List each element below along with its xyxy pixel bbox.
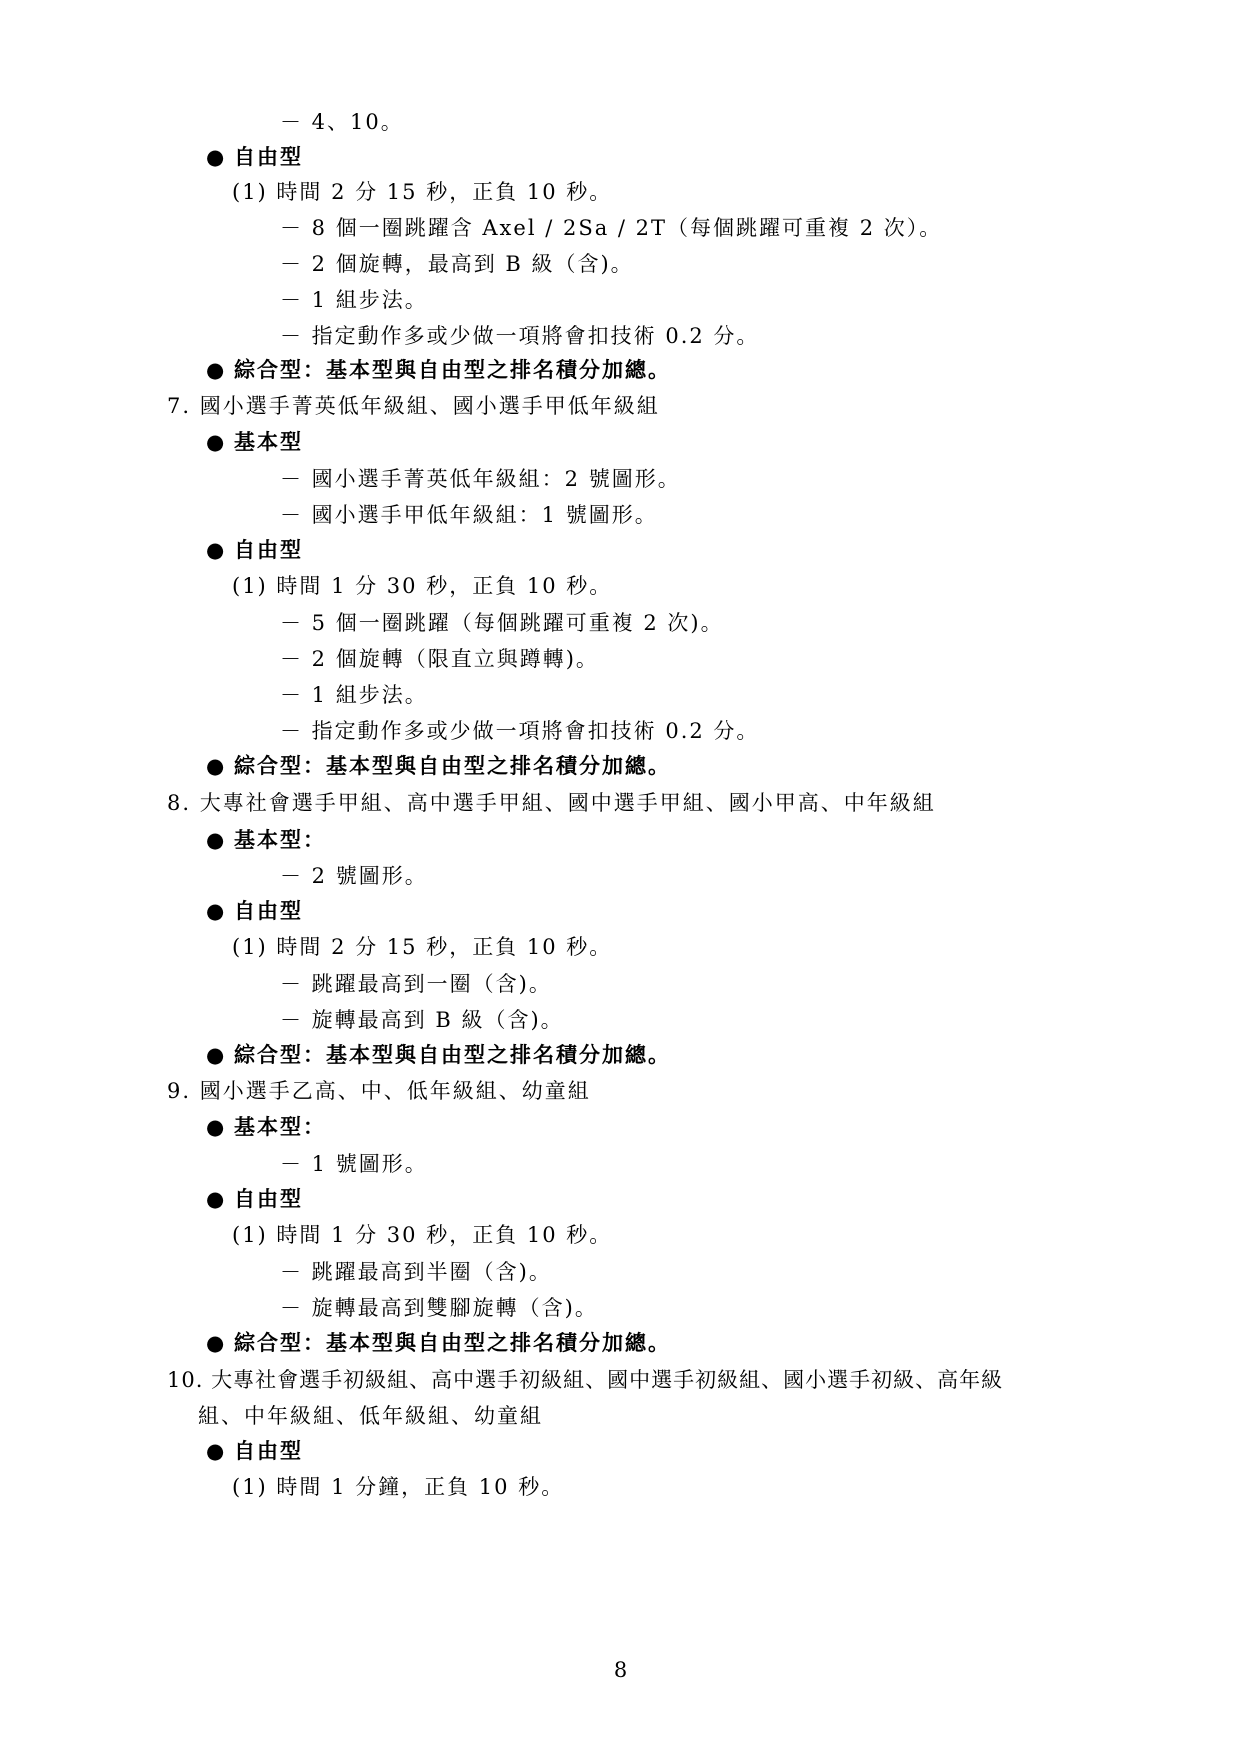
line: (1) 時間 1 分鐘，正負 10 秒。 xyxy=(232,1475,565,1499)
line: － 2 號圖形。 xyxy=(280,864,428,888)
line: (1) 時間 1 分 30 秒，正負 10 秒。 xyxy=(232,574,613,598)
line: － 跳躍最高到半圈（含)。 xyxy=(280,1260,552,1284)
line: (1) 時間 2 分 15 秒，正負 10 秒。 xyxy=(232,935,613,959)
bullet-heading: ● 基本型： xyxy=(206,1113,326,1141)
bullet-heading: ● 自由型 xyxy=(206,143,303,171)
line: － 國小選手菁英低年級組：2 號圖形。 xyxy=(280,467,681,491)
line: － 5 個一圈跳躍（每個跳躍可重複 2 次)。 xyxy=(280,611,724,635)
section-heading: 8. 大專社會選手甲組、高中選手甲組、國中選手甲組、國小甲高、中年級組 xyxy=(167,791,936,815)
bullet-heading: ● 自由型 xyxy=(206,1185,303,1213)
bullet-heading: ● 自由型 xyxy=(206,536,303,564)
line: (1) 時間 1 分 30 秒，正負 10 秒。 xyxy=(232,1223,613,1247)
line: － 8 個一圈跳躍含 Axel / 2Sa / 2T（每個跳躍可重複 2 次）。 xyxy=(280,216,943,240)
line: － 指定動作多或少做一項將會扣技術 0.2 分。 xyxy=(280,324,760,348)
line: － 1 組步法。 xyxy=(280,683,428,707)
line: － 4、10。 xyxy=(280,110,404,134)
bullet-heading: ● 基本型 xyxy=(206,428,303,456)
line: － 旋轉最高到雙腳旋轉（含)。 xyxy=(280,1296,598,1320)
bullet-heading: ● 自由型 xyxy=(206,897,303,925)
line: － 2 個旋轉，最高到 B 級（含)。 xyxy=(280,252,634,276)
line: － 1 組步法。 xyxy=(280,288,428,312)
bullet-heading: ● 自由型 xyxy=(206,1437,303,1465)
line: － 2 個旋轉（限直立與蹲轉)。 xyxy=(280,647,599,671)
bullet-heading: ● 綜合型：基本型與自由型之排名積分加總。 xyxy=(206,1329,671,1357)
section-heading: 10. 大專社會選手初級組、高中選手初級組、國中選手初級組、國小選手初級、高年級 xyxy=(167,1368,1004,1392)
line: － 1 號圖形。 xyxy=(280,1152,428,1176)
section-heading-continued: 組、中年級組、低年級組、幼童組 xyxy=(198,1404,543,1428)
line: － 指定動作多或少做一項將會扣技術 0.2 分。 xyxy=(280,719,760,743)
bullet-heading: ● 綜合型：基本型與自由型之排名積分加總。 xyxy=(206,356,671,384)
line: (1) 時間 2 分 15 秒，正負 10 秒。 xyxy=(232,180,613,204)
section-heading: 7. 國小選手菁英低年級組、國小選手甲低年級組 xyxy=(167,394,660,418)
line: － 國小選手甲低年級組：1 號圖形。 xyxy=(280,503,658,527)
line: － 旋轉最高到 B 級（含)。 xyxy=(280,1008,564,1032)
page-number: 8 xyxy=(613,1658,628,1682)
bullet-heading: ● 綜合型：基本型與自由型之排名積分加總。 xyxy=(206,752,671,780)
line: － 跳躍最高到一圈（含)。 xyxy=(280,972,552,996)
bullet-heading: ● 綜合型：基本型與自由型之排名積分加總。 xyxy=(206,1041,671,1069)
section-heading: 9. 國小選手乙高、中、低年級組、幼童組 xyxy=(167,1079,591,1103)
bullet-heading: ● 基本型： xyxy=(206,826,326,854)
